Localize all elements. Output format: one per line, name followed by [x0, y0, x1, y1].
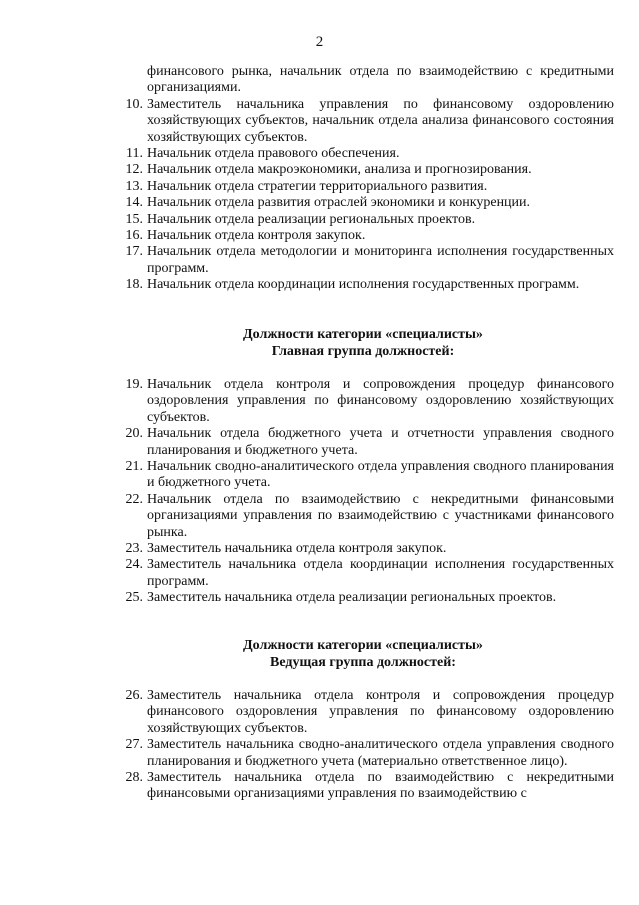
list-item — [112, 541, 614, 557]
item-text: Заместитель начальника отдела по взаимодействию с некредитными финансовыми организациями управления по взаимодействию с — [147, 770, 614, 802]
section-heading-lead — [112, 637, 614, 671]
item-number: 19. — [125, 377, 143, 392]
list-item — [112, 244, 614, 277]
list-item — [112, 459, 614, 492]
item-number: 11. — [126, 146, 143, 162]
item-text: Заместитель начальника сводно-аналитического отдела управления сводного планирования и бюджетного учета (материально ответственное лицо). — [147, 737, 614, 769]
item-text: Заместитель начальника управления по финансовому оздоровлению хозяйствующих субъектов, начальник отдела анализа финансового состояния хозяйствующих субъектов. — [147, 96, 614, 145]
item-number: 14. — [125, 195, 143, 211]
item-number: 12. — [125, 162, 143, 178]
item-number: 23. — [125, 541, 143, 557]
item-text: Начальник отдела бюджетного учета и отчетности управления сводного планирования и бюджетного учета. — [147, 426, 614, 458]
list-item — [112, 195, 614, 211]
item-list-2 — [112, 377, 614, 607]
item-number: 15. — [125, 211, 143, 227]
item-number: 18. — [125, 277, 143, 293]
item-text: Начальник отдела координации исполнения государственных программ. — [147, 277, 580, 293]
item-text: Начальник отдела развития отраслей экономики и конкуренции. — [147, 195, 531, 211]
continuation-text: финансового рынка, начальник отдела по взаимодействию с кредитными организациями. — [147, 64, 614, 96]
list-item — [112, 146, 614, 162]
item-number: 25. — [125, 590, 143, 606]
list-item — [112, 426, 614, 459]
item-text: Заместитель начальника отдела реализации региональных проектов. — [147, 590, 557, 606]
item-text: Начальник отдела правового обеспечения. — [147, 146, 400, 162]
heading-group: Ведущая группа должностей: — [270, 655, 456, 670]
item-text: Начальник отдела стратегии территориального развития. — [147, 178, 488, 194]
item-text: Заместитель начальника отдела контроля и сопровождения процедур финансового оздоровления управления по финансовому оздоровлению хозяйствующих субъектов. — [147, 688, 614, 736]
item-number: 24. — [125, 557, 143, 573]
item-number: 21. — [125, 459, 143, 475]
item-list-1 — [112, 64, 614, 294]
item-number: 26. — [125, 688, 143, 703]
page-number: 2 — [315, 34, 324, 50]
section-heading-main — [112, 326, 614, 360]
item-number: 22. — [125, 491, 143, 507]
item-text: Начальник отдела контроля закупок. — [147, 228, 366, 244]
item-number: 17. — [125, 244, 143, 260]
list-item — [112, 228, 614, 244]
list-item — [112, 377, 614, 426]
list-item — [112, 770, 614, 803]
item-text: Заместитель начальника отдела контроля закупок. — [147, 541, 447, 557]
item-number: 16. — [125, 228, 143, 244]
list-item — [112, 492, 614, 541]
heading-category: Должности категории «специалисты» — [243, 638, 483, 653]
item-number: 10. — [125, 96, 143, 112]
item-number: 27. — [125, 737, 143, 753]
list-item — [112, 162, 614, 178]
list-item — [112, 590, 614, 606]
list-item — [112, 688, 614, 737]
item-text: Начальник отдела методологии и мониторинга исполнения государственных программ. — [147, 244, 614, 276]
list-item — [112, 179, 614, 195]
item-text: Начальник отдела по взаимодействию с некредитными финансовыми организациями управления по взаимодействию с участниками финансового рынка. — [147, 491, 614, 540]
list-item — [112, 97, 614, 146]
item-number: 13. — [125, 178, 143, 194]
list-item — [112, 212, 614, 228]
item-text: Начальник сводно-аналитического отдела управления сводного планирования и бюджетного учета. — [147, 459, 614, 491]
heading-category: Должности категории «специалисты» — [243, 327, 483, 342]
item-text: Начальник отдела контроля и сопровождения процедур финансового оздоровления управления по финансовому оздоровлению хозяйствующих субъектов. — [147, 377, 614, 425]
item-text: Начальник отдела реализации региональных проектов. — [147, 211, 476, 227]
item-list-3 — [112, 688, 614, 803]
list-item — [112, 737, 614, 770]
list-item — [112, 277, 614, 293]
item-text: Начальник отдела макроэкономики, анализа и прогнозирования. — [147, 162, 532, 178]
heading-group: Главная группа должностей: — [271, 344, 455, 359]
item-text: Заместитель начальника отдела координации исполнения государственных программ. — [147, 557, 614, 589]
item-number: 28. — [125, 770, 143, 786]
list-item — [112, 557, 614, 590]
item-number: 20. — [125, 426, 143, 442]
